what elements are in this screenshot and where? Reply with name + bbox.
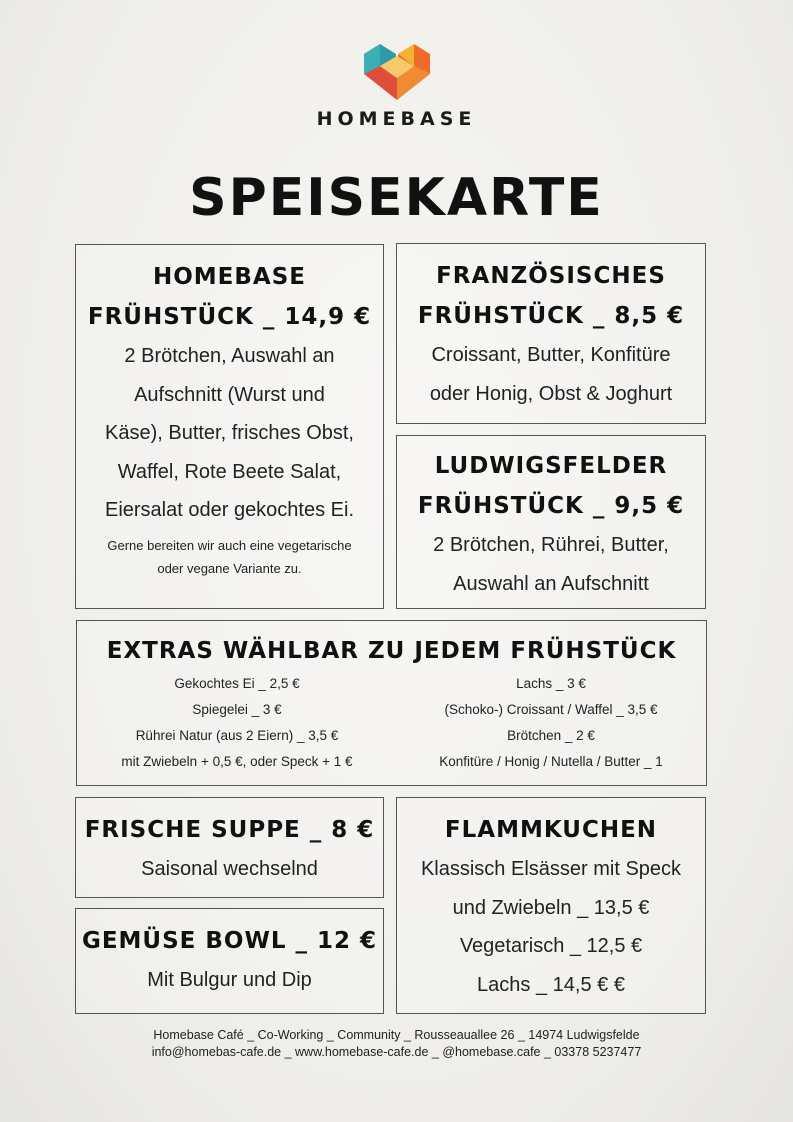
ludwigsfelder-title-line2: FRÜHSTÜCK _ 9,5 € [417,493,685,519]
logo [0,40,793,130]
desc-line: Lachs _ 14,5 € € [477,973,625,996]
extras-title: EXTRAS WÄHLBAR ZU JEDEM FRÜHSTÜCK [106,638,677,664]
bowl-title: GEMÜSE BOWL _ 12 € [81,928,378,954]
extras-left-column [77,671,397,775]
vegetarian-note [76,534,383,580]
extra-item: mit Zwiebeln + 0,5 €, oder Speck + 1 € [121,754,353,769]
footer-contact: info@homebas-cafe.de _ www.homebase-cafe.de _ @homebase.cafe _ 03378 5237477 [151,1045,642,1059]
extra-item: Lachs _ 3 € [516,676,586,691]
note-line: oder vegane Variante zu. [157,560,302,576]
suppe-desc: Saisonal wechselnd [141,858,318,880]
desc-line: oder Honig, Obst & Joghurt [429,382,673,405]
homebase-logo-icon [362,40,432,102]
desc-line: und Zwiebeln _ 13,5 € [452,896,650,919]
extra-item: Spiegelei _ 3 € [192,702,282,717]
franzoesisches-title-line1: FRANZÖSISCHES [436,263,666,289]
desc-line: Eiersalat oder gekochtes Ei. [104,499,355,521]
bowl-box [75,908,384,1014]
desc-line: Aufschnitt (Wurst und [134,383,325,406]
brand-name: HOMEBASE [316,108,477,130]
suppe-box [75,797,384,898]
flammkuchen-box [396,797,706,1014]
extra-item: Rührei Natur (aus 2 Eiern) _ 3,5 € [135,728,339,743]
flammkuchen-title: FLAMMKUCHEN [444,817,658,843]
ludwigsfelder-title-line1: LUDWIGSFELDER [434,453,668,479]
desc-line: Käse), Butter, frisches Obst, [105,422,354,444]
desc-line: Auswahl an Aufschnitt [453,572,649,595]
extras-list [77,671,706,781]
suppe-title: FRISCHE SUPPE _ 8 € [84,817,375,843]
note-line: Gerne bereiten wir auch eine vegetarische [107,537,352,553]
footer [0,1027,793,1061]
ludwigsfelder-box [396,435,706,609]
franzoesisches-title-line2: FRÜHSTÜCK _ 8,5 € [417,303,685,329]
homebase-fruehstueck-title-line1: HOMEBASE [152,264,306,290]
footer-address: Homebase Café _ Co-Working _ Community _ Rousseauallee 26 _ 14974 Ludwigsfelde [153,1028,640,1042]
desc-line: Croissant, Butter, Konfitüre [431,344,671,366]
page-title: SPEISEKARTE [189,168,604,228]
extra-item: Konfitüre / Honig / Nutella / Butter _ 1 [439,754,663,769]
extras-box [76,620,707,786]
extra-item: Brötchen _ 2 € [507,728,595,743]
desc-line: 2 Brötchen, Rührei, Butter, [433,534,669,556]
extra-item: (Schoko-) Croissant / Waffel _ 3,5 € [444,702,658,717]
desc-line: Waffel, Rote Beete Salat, [117,460,342,483]
extra-item: Gekochtes Ei _ 2,5 € [174,676,300,691]
desc-line: 2 Brötchen, Auswahl an [124,345,335,367]
extras-right-column [395,671,707,775]
bowl-desc: Mit Bulgur und Dip [147,969,312,991]
homebase-fruehstueck-box [75,244,384,609]
franzoesisches-box [396,243,706,424]
desc-line: Klassisch Elsässer mit Speck [420,858,682,880]
homebase-fruehstueck-title-line2: FRÜHSTÜCK _ 14,9 € [87,304,372,330]
desc-line: Vegetarisch _ 12,5 € [459,935,643,957]
